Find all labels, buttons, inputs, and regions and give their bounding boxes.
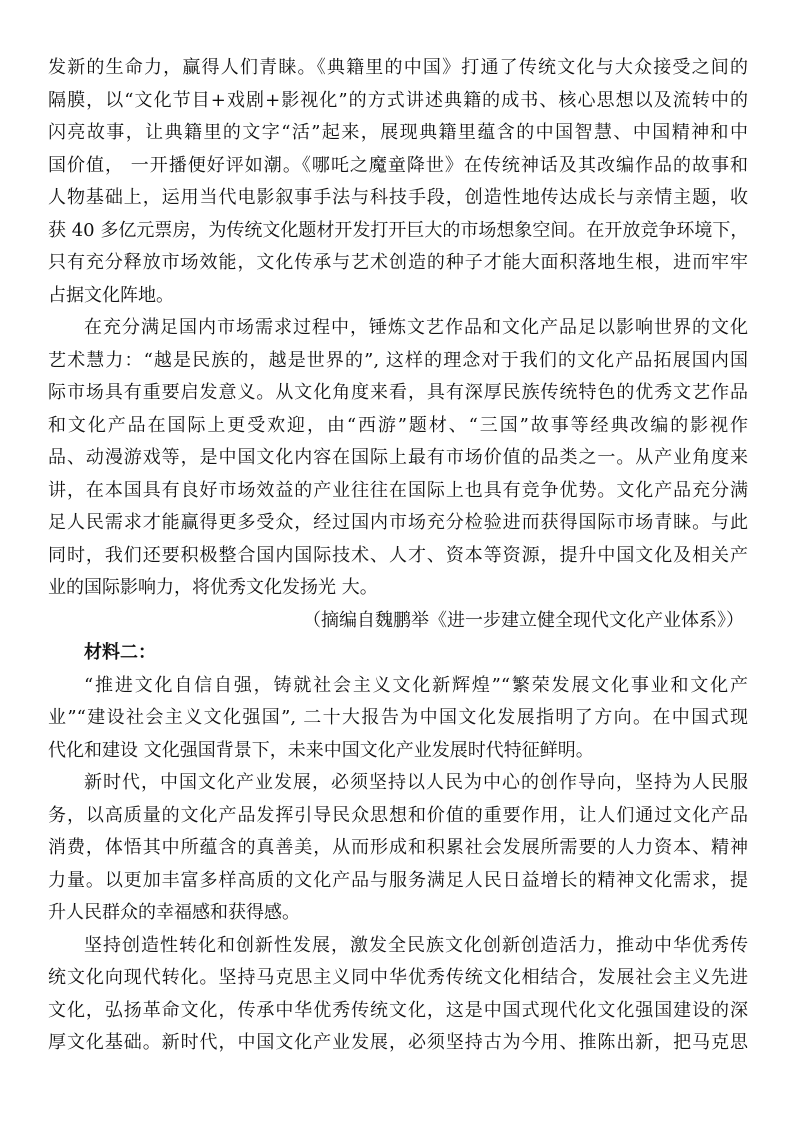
text-line: 业”“建设社会主义文化强国”, 二十大报告为中国文化发展指明了方向。在中国式现: [48, 707, 748, 728]
paragraph-5: [48, 930, 748, 1060]
text-line: 和文化产品在国际上更受欢迎，由“西游”题材、“三国”故事等经典改编的影视作: [48, 414, 748, 436]
paragraph-1: [48, 52, 748, 312]
text-line: 发新的生命力，赢得人们青睐。《典籍里的中国》打通了传统文化与大众接受之间的: [48, 57, 748, 78]
text-line: “推进文化自信自强，铸就社会主义文化新辉煌”“繁荣发展文化事业和文化产: [84, 674, 748, 696]
text-line: 在充分满足国内市场需求过程中，锤炼文艺作品和文化产品足以影响世界的文化: [84, 317, 748, 338]
text-line: 占据文化阵地。: [48, 284, 174, 306]
text-line: 代化和建设 文化强国背景下，未来中国文化产业发展时代特征鲜明。: [48, 739, 594, 761]
text-line: 获 40 多亿元票房，为传统文化题材开发打开巨大的市场想象空间。在开放竞争环境下，: [48, 219, 748, 241]
text-line: 际市场具有重要启发意义。从文化角度来看，具有深厚民族传统特色的优秀文艺作品: [48, 382, 748, 403]
text-line: 足人民需求才能赢得更多受众，经过国内市场充分检验进而获得国际市场青睐。与此: [48, 512, 748, 533]
section-heading: 材料二：: [84, 642, 156, 663]
text-line: 升人民群众的幸福感和获得感。: [48, 902, 300, 923]
text-line: 消费，体悟其中所蕴含的真善美，从而形成和积累社会发展所需要的人力资本、精神: [48, 837, 748, 858]
text-line: 同时，我们还要积极整合国内国际技术、人才、资本等资源，提升中国文化及相关产: [48, 544, 748, 566]
paragraph-4: [48, 767, 748, 930]
text-line: 闪亮故事，让典籍里的文字“活”起来，展现典籍里蕴含的中国智慧、中国精神和中: [48, 122, 748, 143]
text-line: 坚持创造性转化和创新性发展，激发全民族文化创新创造活力，推动中华优秀传: [84, 934, 748, 956]
text-line: 艺术慧力：“越是民族的，越是世界的”, 这样的理念对于我们的文化产品拓展国内国: [48, 349, 748, 371]
text-line: 业的国际影响力，将优秀文化发扬光 大。: [48, 577, 378, 598]
text-line: 文化，弘扬革命文化，传承中华优秀传统文化，这是中国式现代化文化强国建设的深: [48, 999, 748, 1021]
text-line: 力量。以更加丰富多样高质的文化产品与服务满足人民日益增长的精神文化需求，提: [48, 869, 748, 891]
text-line: 新时代，中国文化产业发展，必须坚持以人民为中心的创作导向，坚持为人民服: [84, 772, 748, 793]
source-citation: （摘编自魏鹏举《进一步建立健全现代文化产业体系》）: [303, 609, 744, 631]
paragraph-2: [48, 312, 748, 605]
text-line: 国价值， 一开播便好评如潮。《哪吒之魔童降世》在传统神话及其改编作品的故事和: [48, 154, 748, 176]
text-line: 隔膜，以“文化节目+戏剧+影视化”的方式讲述典籍的成书、核心思想以及流转中的: [48, 89, 748, 111]
text-line: 人物基础上，运用当代电影叙事手法与科技手段，创造性地传达成长与亲情主题，收: [48, 187, 748, 208]
text-line: 厚文化基础。新时代，中国文化产业发展，必须坚持古为今用、推陈出新，把马克思: [48, 1032, 748, 1053]
text-line: 只有充分释放市场效能，文化传承与艺术创造的种子才能大面积落地生根，进而牢牢: [48, 252, 748, 273]
text-line: 讲，在本国具有良好市场效益的产业往往在国际上也具有竞争优势。文化产品充分满: [48, 479, 748, 501]
text-line: 统文化向现代转化。坚持马克思主义同中华优秀传统文化相结合，发展社会主义先进: [48, 967, 748, 988]
document-page: [48, 52, 748, 1060]
text-line: 务，以高质量的文化产品发挥引导民众思想和价值的重要作用，让人们通过文化产品: [48, 804, 748, 826]
text-line: 品、动漫游戏等，是中国文化内容在国际上最有市场价值的品类之一。从产业角度来: [48, 447, 748, 468]
paragraph-3: [48, 670, 748, 768]
